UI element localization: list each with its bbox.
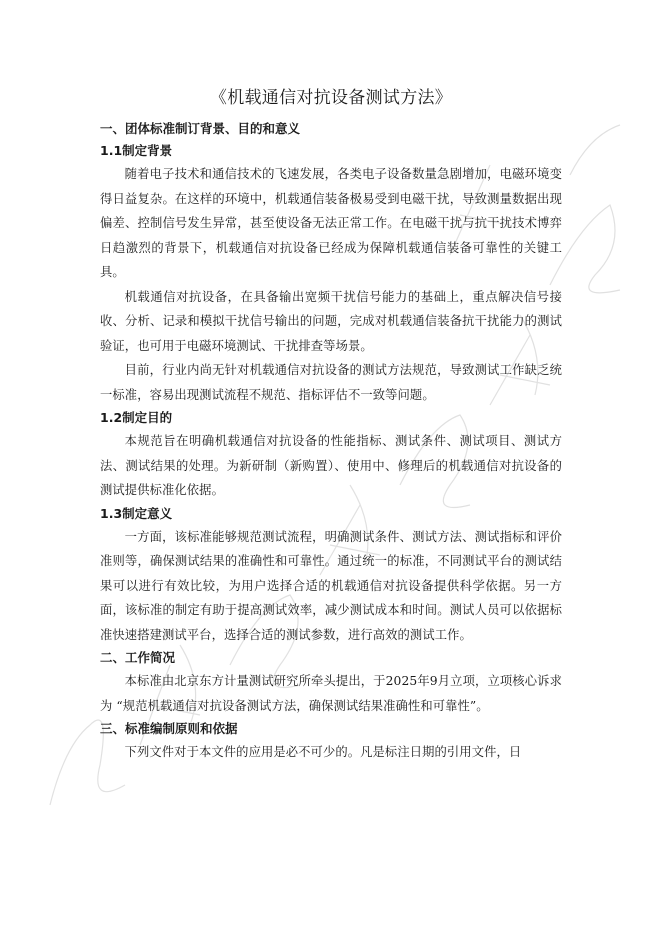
document-body bbox=[100, 84, 562, 765]
document-title: 《机载通信对抗设备测试方法》 bbox=[209, 88, 453, 108]
paragraph: 本规范旨在明确机载通信对抗设备的性能指标、测试条件、测试项目、测试方法、测试结果的处理。为新研制（新购置）、使用中、修理后的机载通信对抗设备的测试提供标准化依据。 bbox=[100, 434, 562, 497]
subsection-heading-purpose: 1.2制定目的 bbox=[100, 410, 173, 425]
paragraph: 机载通信对抗设备，在具备输出宽频干扰信号能力的基础上，重点解决信号接收、分析、记录和模拟干扰信号输出的问题，完成对机载通信装备抗干扰能力的测试验证，也可用于电磁环境测试、干扰排查等场景。 bbox=[100, 289, 562, 353]
paragraph: 目前，行业内尚无针对机载通信对抗设备的测试方法规范，导致测试工作缺乏统一标准，容易出现测试流程不规范、指标评估不一致等问题。 bbox=[100, 363, 562, 402]
section-heading-background: 一、团体标准制订背景、目的和意义 bbox=[100, 121, 301, 136]
paragraph: 本标准由北京东方计量测试研究所牵头提出，于2025年9月立项，立项核心诉求为 “规范机载通信对抗设备测试方法，确保测试结果准确性和可靠性”。 bbox=[100, 674, 562, 713]
section-heading-principles: 三、标准编制原则和依据 bbox=[100, 721, 238, 736]
paragraph: 下列文件对于本文件的应用是必不可少的。凡是标注日期的引用文件，日 bbox=[124, 745, 522, 759]
subsection-heading-background: 1.1制定背景 bbox=[100, 143, 173, 158]
section-heading-work-overview: 二、工作简况 bbox=[100, 650, 176, 665]
subsection-heading-significance: 1.3制定意义 bbox=[100, 505, 173, 521]
paragraph: 一方面，该标准能够规范测试流程，明确测试条件、测试方法、测试指标和评价准则等，确保测试结果的准确性和可靠性。通过统一的标准，不同测试平台的测试结果可以进行有效比较，为用户选择合适的机载通信对抗设备提供科学依据。另一方面，该标准的制定有助于提高测试效率，减少测试成本和时间。测试人员可以依据标准快速搭建测试平台，选择合适的测试参数，进行高效的测试工作。 bbox=[100, 529, 562, 642]
paragraph: 随着电子技术和通信技术的飞速发展，各类电子设备数量急剧增加，电磁环境变得日益复杂。在这样的环境中，机载通信装备极易受到电磁干扰，导致测量数据出现偏差、控制信号发生异常，甚至使设备无法正常工作。在电磁干扰与抗干扰技术博弈日趋激烈的背景下，机载通信对抗设备已经成为保障机载通信装备可靠性的关键工具。 bbox=[100, 167, 562, 279]
